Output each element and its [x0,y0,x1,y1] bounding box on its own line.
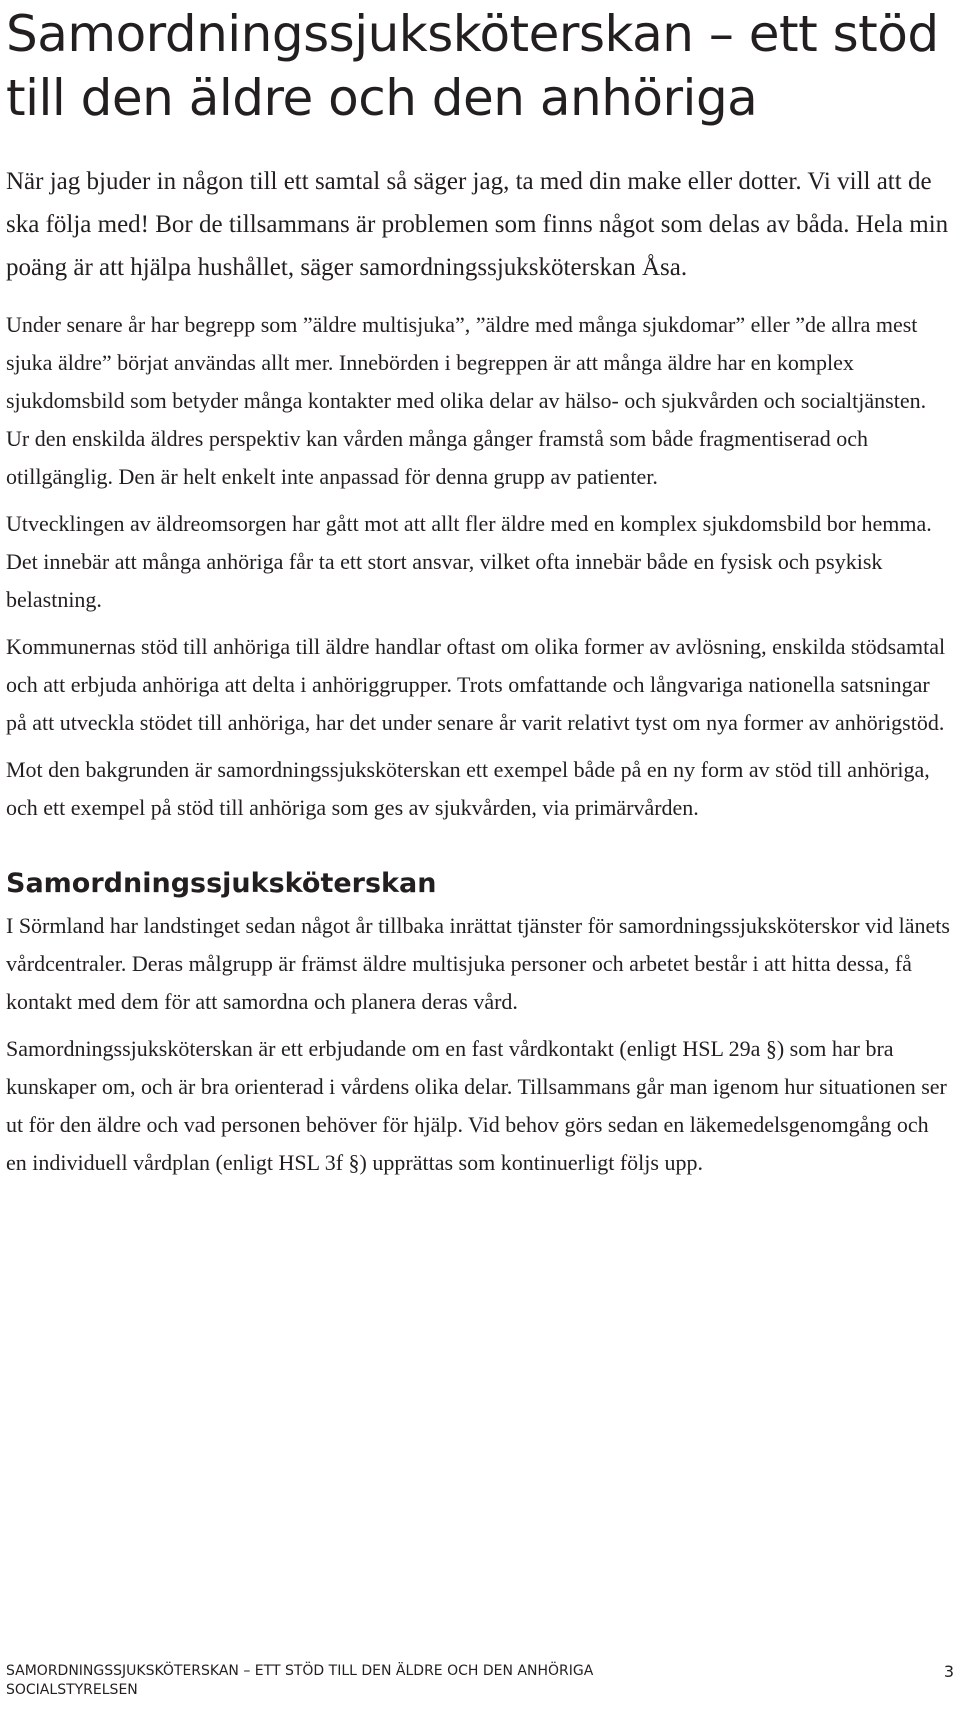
page-title: Samordningssjuksköterskan – ett stöd till den äldre och den anhöriga [6,5,939,127]
section-paragraph-2: Samordningssjuksköterskan är ett erbjudande om en fast vårdkontakt (enligt HSL 29a §) som har bra kunskaper om, och är bra orienterad i vårdens olika delar. Tillsammans går man igenom hur situationen ser ut för den äldre och vad personen behöver för hjälp. Vid behov görs sedan en läkemedelsgenomgång och en individuell vårdplan (enligt HSL 3f §) upprättas som kontinuerligt följs upp. [6,1036,947,1175]
body-paragraph-1: Under senare år har begrepp som ”äldre multisjuka”, ”äldre med många sjukdomar” eller ”de allra mest sjuka äldre” börjat användas allt mer. Innebörden i begreppen är att många äldre har en komplex sjukdomsbild som betyder många kontakter med olika delar av hälso- och sjukvården och socialtjänsten. Ur den enskilda äldres perspektiv kan vården många gånger framstå som både fragmentiserad och otillgänglig. Den är helt enkelt inte anpassad för denna grupp av patienter. [6,312,927,489]
body-paragraph-3: Kommunernas stöd till anhöriga till äldre handlar oftast om olika former av avlösning, enskilda stödsamtal och att erbjuda anhöriga att delta i anhöriggrupper. Trots omfattande och långvariga nationella satsningar på att utveckla stödet till anhöriga, har det under senare år varit relativt tyst om nya former av anhörigstöd. [6,634,946,735]
page-footer [6,1662,954,1700]
document-page [6,0,952,1712]
footer-document-title: SAMORDNINGSSJUKSKÖTERSKAN – ETT STÖD TILL DEN ÄLDRE OCH DEN ANHÖRIGA [6,1663,594,1679]
section-paragraph-1: I Sörmland har landstinget sedan något år tillbaka inrättat tjänster för samordningssjuksköterskor vid länets vårdcentraler. Deras målgrupp är främst äldre multisjuka personer och arbetet består i att hitta dessa, få kontakt med dem för att samordna och planera deras vård. [6,913,950,1014]
page-number: 3 [943,1662,954,1681]
body-paragraph-2: Utvecklingen av äldreomsorgen har gått mot att allt fler äldre med en komplex sjukdomsbild bor hemma. Det innebär att många anhöriga får ta ett stort ansvar, vilket ofta innebär både en fysisk och psykisk belastning. [6,511,932,612]
section-heading: Samordningssjuksköterskan [6,868,437,899]
body-paragraph-4: Mot den bakgrunden är samordningssjuksköterskan ett exempel både på en ny form av stöd till anhöriga, och ett exempel på stöd till anhöriga som ges av sjukvården, via primärvården. [6,757,930,820]
lead-paragraph: När jag bjuder in någon till ett samtal så säger jag, ta med din make eller dotter. Vi vill att de ska följa med! Bor de tillsammans är problemen som finns något som delas av båda. Hela min poäng är att hjälpa hushållet, säger samordningssjuksköterskan Åsa. [6,168,949,281]
footer-publisher: SOCIALSTYRELSEN [6,1682,138,1698]
